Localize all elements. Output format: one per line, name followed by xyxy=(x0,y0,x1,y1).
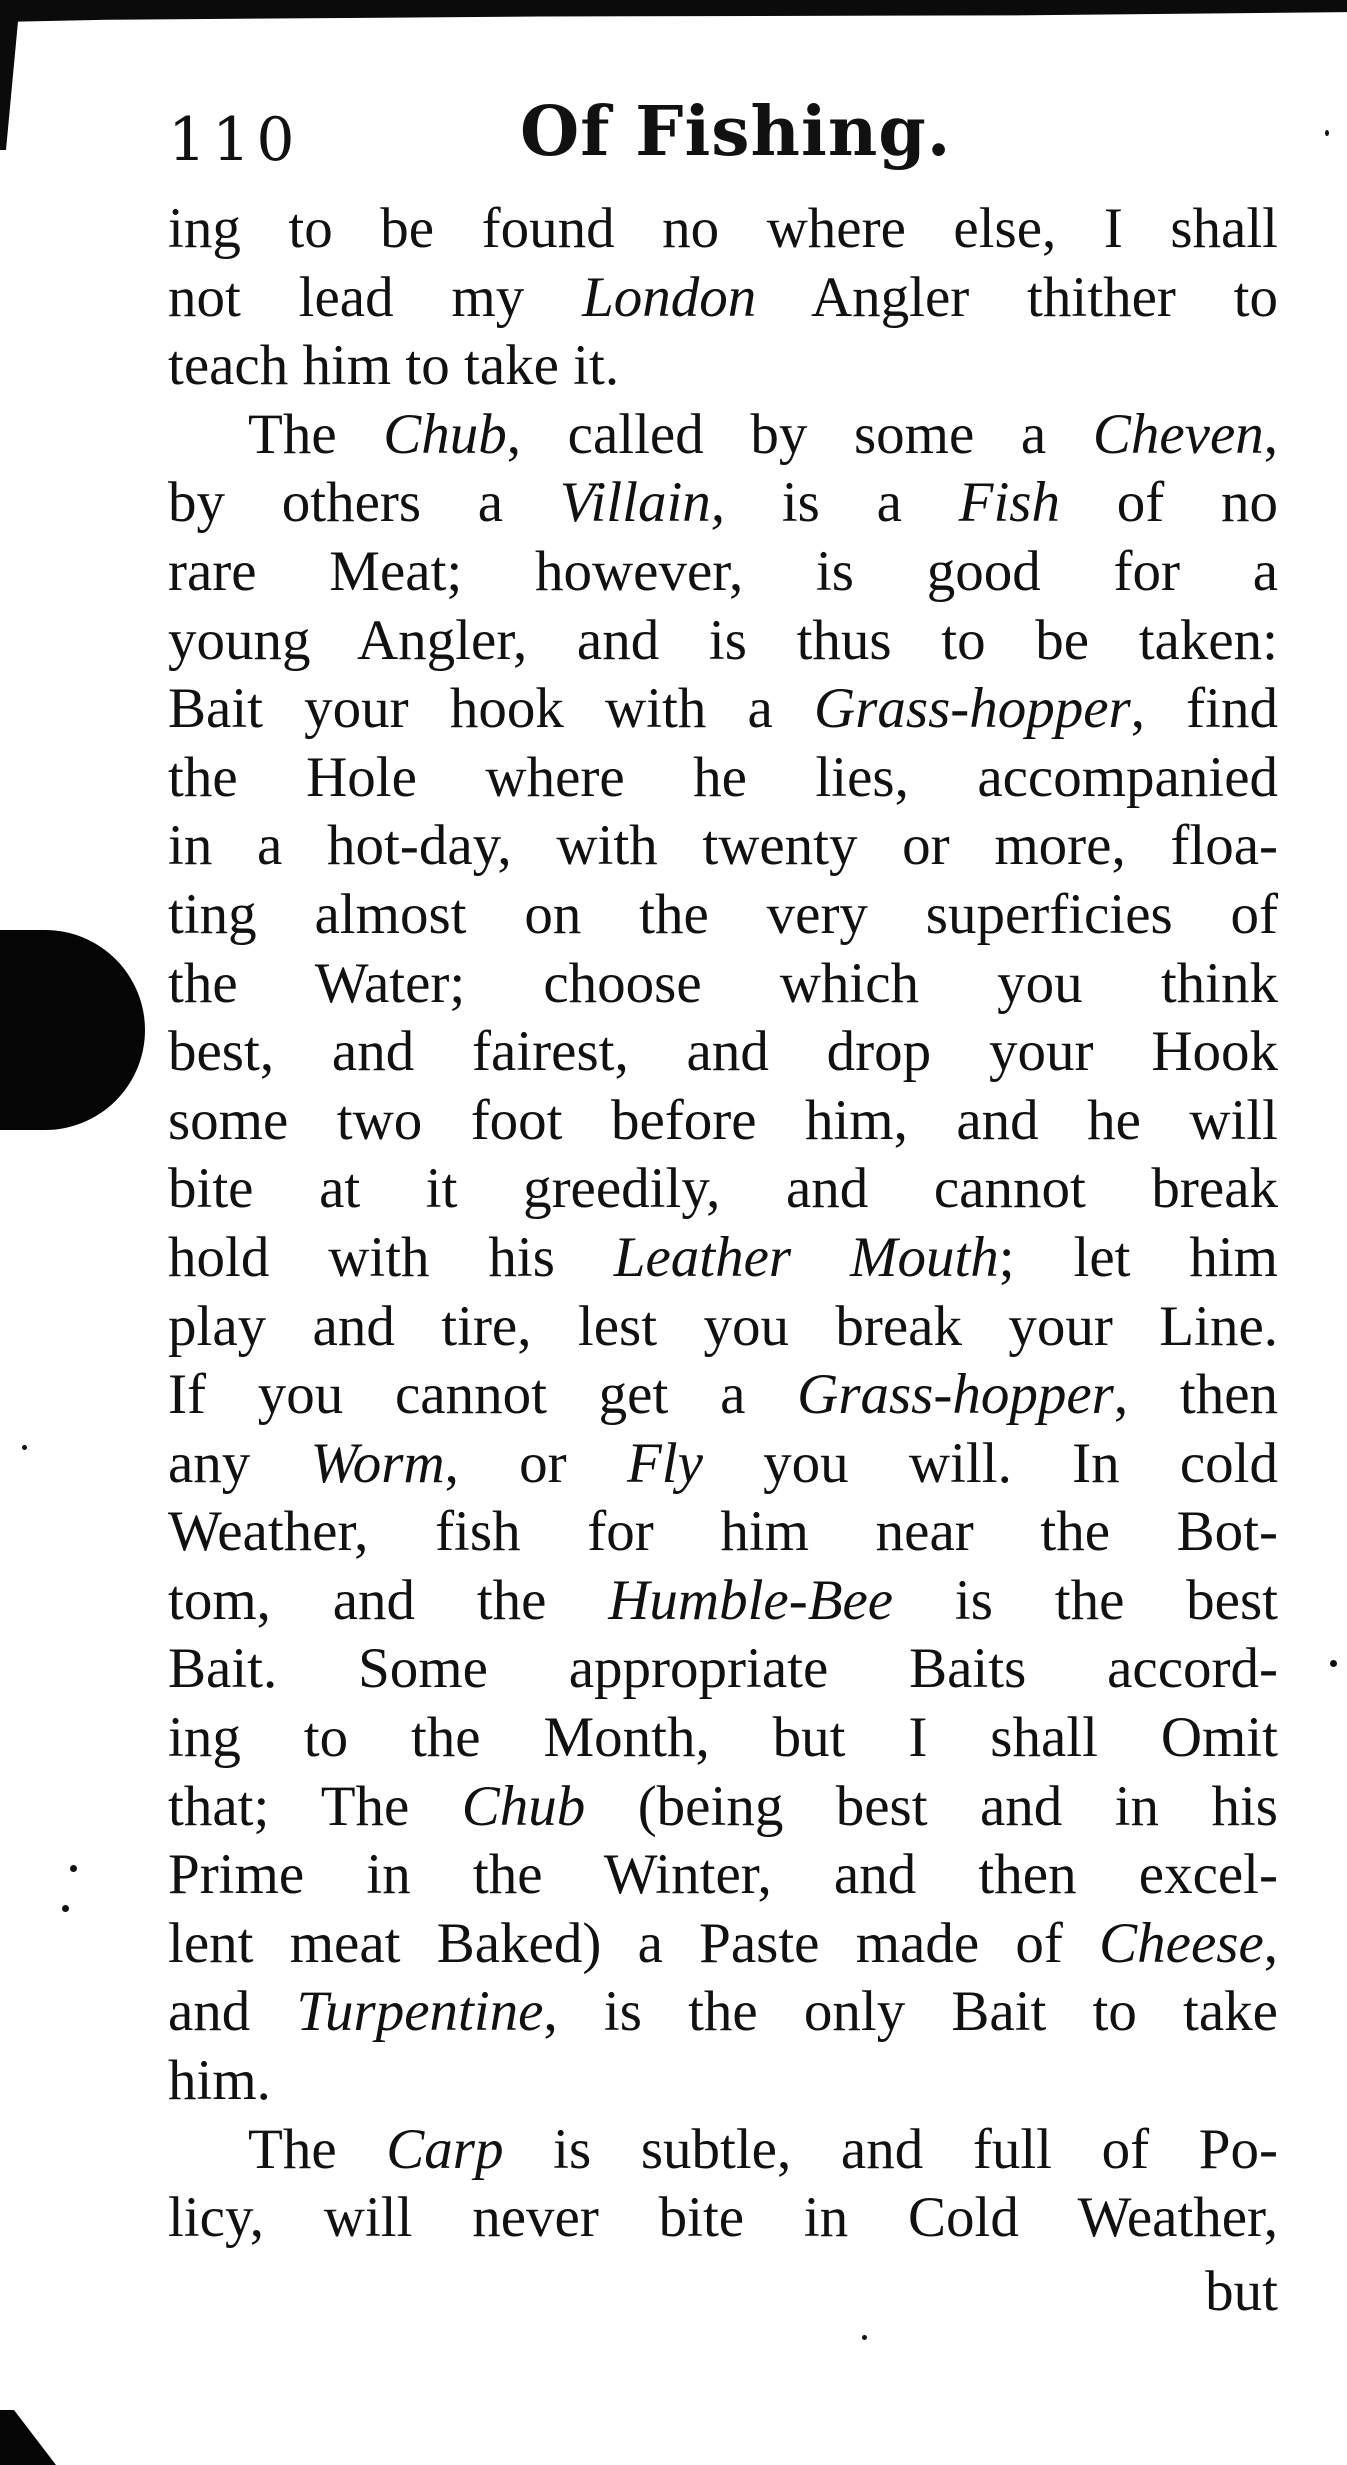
text-line xyxy=(168,401,1278,470)
text-line xyxy=(168,1430,1278,1499)
text-segment: best, and fairest, and drop your Hook xyxy=(168,1020,1278,1084)
text-segment: is the best xyxy=(893,1568,1278,1632)
text-segment: ing to the Month, but I shall Omit xyxy=(168,1706,1278,1770)
text-line xyxy=(168,2184,1278,2253)
text-segment: Weather, fish for him near the Bot- xyxy=(168,1500,1278,1564)
text-line xyxy=(168,332,1278,401)
text-segment: The xyxy=(248,2117,387,2181)
text-segment: rare Meat; however, is good for a xyxy=(168,539,1278,603)
text-line xyxy=(168,264,1278,333)
catchword-block xyxy=(168,2258,1278,2327)
text-segment: (being best and in his xyxy=(585,1774,1278,1838)
text-line xyxy=(168,744,1278,813)
text-segment: and xyxy=(168,1980,297,2044)
italic-word: Humble-Bee xyxy=(608,1568,894,1632)
text-segment: is a xyxy=(725,471,959,535)
text-line xyxy=(168,1018,1278,1087)
text-line xyxy=(168,607,1278,676)
text-line xyxy=(168,195,1278,264)
running-title: Of Fishing. xyxy=(520,92,952,172)
text-segment: hold with his xyxy=(168,1225,614,1289)
italic-word: Worm xyxy=(310,1431,445,1495)
text-segment: lent meat Baked) a Paste made of xyxy=(168,1911,1100,1975)
text-segment: the Hole where he lies, accompanied xyxy=(168,745,1278,809)
text-line xyxy=(168,469,1278,538)
ink-speck xyxy=(862,2335,867,2340)
scan-shadow-top xyxy=(0,0,1347,22)
text-segment: tom, and the xyxy=(168,1568,609,1632)
scan-corner-mark xyxy=(0,2410,56,2465)
italic-word: Villain, xyxy=(559,471,726,535)
text-line xyxy=(168,538,1278,607)
running-head xyxy=(0,92,1347,192)
text-line xyxy=(168,812,1278,881)
text-line xyxy=(168,881,1278,950)
text-segment: , then xyxy=(1113,1363,1278,1427)
text-segment: ; let him xyxy=(998,1225,1278,1289)
text-line xyxy=(168,1567,1278,1636)
italic-word: Cheese xyxy=(1099,1911,1264,1975)
text-segment: , or xyxy=(444,1431,627,1495)
text-segment: , xyxy=(1263,402,1278,466)
text-segment: , is the only Bait to take xyxy=(543,1980,1278,2044)
text-segment: Prime in the Winter, and then excel- xyxy=(168,1843,1278,1907)
catchword: but xyxy=(1205,2260,1278,2323)
italic-word: Turpentine xyxy=(296,1980,544,2044)
text-line xyxy=(168,1978,1278,2047)
italic-word: Fish xyxy=(958,471,1060,535)
text-segment: not lead my xyxy=(168,265,583,329)
ink-speck xyxy=(70,1865,77,1872)
text-segment: him. xyxy=(168,2049,271,2113)
text-segment: that; The xyxy=(168,1774,462,1838)
text-segment: the Water; choose which you think xyxy=(168,951,1278,1015)
text-segment: , called by some a xyxy=(506,402,1093,466)
text-segment: licy, will never bite in Cold Weather, xyxy=(168,2186,1278,2250)
text-line xyxy=(168,1155,1278,1224)
text-segment: by others a xyxy=(168,471,560,535)
italic-word: Chub xyxy=(383,402,507,466)
text-segment: If you cannot get a xyxy=(168,1363,798,1427)
text-line xyxy=(168,1498,1278,1567)
italic-word: London xyxy=(582,265,757,329)
text-segment: Bait. Some appropriate Baits accord- xyxy=(168,1637,1278,1701)
italic-word: Cheven xyxy=(1092,402,1264,466)
text-line xyxy=(168,1773,1278,1842)
text-segment: play and tire, lest you break your Line. xyxy=(168,1294,1278,1358)
text-segment: Angler thither to xyxy=(756,265,1279,329)
text-segment: ing to be found no where else, I shall xyxy=(168,197,1278,260)
text-segment: of no xyxy=(1060,471,1278,535)
text-segment: in a hot-day, with twenty or more, floa- xyxy=(168,814,1278,878)
text-segment: young Angler, and is thus to be taken: xyxy=(168,608,1278,672)
text-line xyxy=(168,1635,1278,1704)
ink-speck xyxy=(62,1905,69,1912)
text-segment: Bait your hook with a xyxy=(168,677,815,741)
italic-word: Grass-hopper xyxy=(797,1363,1114,1427)
text-line xyxy=(168,1087,1278,1156)
text-line xyxy=(168,675,1278,744)
thumb-shadow xyxy=(0,930,145,1130)
text-segment: The xyxy=(248,402,384,466)
text-line xyxy=(168,1224,1278,1293)
text-segment: ting almost on the very superficies of xyxy=(168,882,1278,946)
text-line xyxy=(168,1361,1278,1430)
text-line xyxy=(168,950,1278,1019)
text-line xyxy=(168,1910,1278,1979)
text-segment: teach him to take it. xyxy=(168,334,620,398)
text-segment: you will. In cold xyxy=(702,1431,1278,1495)
text-segment: , xyxy=(1263,1911,1278,1975)
text-line xyxy=(168,2116,1278,2185)
italic-word: Grass-hopper xyxy=(814,677,1131,741)
italic-word: Chub xyxy=(461,1774,586,1838)
page-number: 110 xyxy=(168,105,301,175)
text-segment: , find xyxy=(1130,677,1278,741)
text-segment: any xyxy=(168,1431,311,1495)
text-line xyxy=(168,1293,1278,1362)
text-segment: is subtle, and full of Po- xyxy=(503,2117,1278,2181)
body-text xyxy=(168,195,1278,2253)
italic-word: Fly xyxy=(626,1431,703,1495)
ink-speck xyxy=(1330,1660,1337,1667)
italic-word: Carp xyxy=(386,2117,504,2181)
text-line xyxy=(168,2047,1278,2116)
text-line xyxy=(168,1704,1278,1773)
text-line xyxy=(168,1841,1278,1910)
ink-speck xyxy=(22,1445,27,1450)
text-segment: some two foot before him, and he will xyxy=(168,1088,1278,1152)
text-segment: bite at it greedily, and cannot break xyxy=(168,1157,1278,1221)
italic-word: Leather Mouth xyxy=(613,1225,999,1289)
